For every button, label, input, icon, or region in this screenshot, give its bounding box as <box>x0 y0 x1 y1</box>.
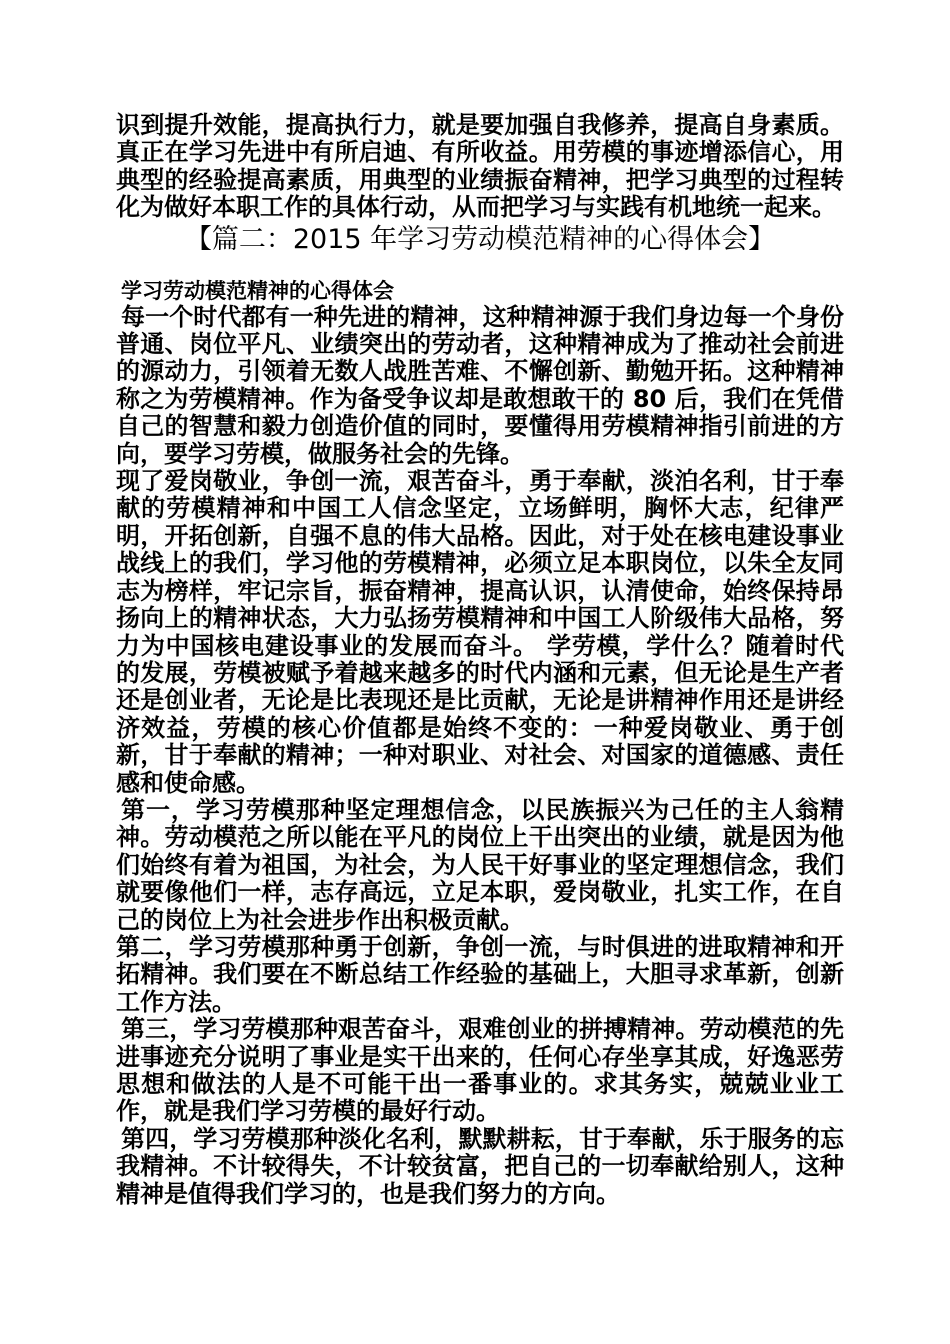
paragraph-2: 现了爱岗敬业，争创一流，艰苦奋斗，勇于奉献，淡泊名利，甘于奉献的劳模精神和中国工人信念坚定，立场鲜明，胸怀大志，纪律严明，开拓创新，自强不息的伟大品格。因此，对于处在核电建设事业战线上的我们，学习他的劳模精神，必须立足本职岗位，以朱全友同志为榜样，牢记宗旨，振奋精神，提高认识，认清使命，始终保持昂扬向上的精神状态，大力弘扬劳模精神和中国工人阶级伟大品格，努力为中国核电建设事业的发展而奋斗。 学劳模，学什么？随着时代的发展，劳模被赋予着越来越多的时代内涵和元素，但无论是生产者还是创业者，无论是比表现还是比贡献，无论是讲精神作用还是讲经济效益，劳模的核心价值都是始终不变的：一种爱岗敬业、勇于创新，甘于奉献的精神；一种对职业、对社会、对国家的道德感、责任感和使命感。 <box>116 467 844 797</box>
paragraph-4: 第二，学习劳模那种勇于创新，争创一流，与时俱进的进取精神和开拓精神。我们要在不断总结工作经验的基础上，大胆寻求革新，创新工作方法。 <box>116 932 844 1016</box>
section-heading: 【篇二：2015 年学习劳动模范精神的心得体会】 <box>184 223 776 255</box>
paragraph-5: 第三，学习劳模那种艰苦奋斗，艰难创业的拼搏精神。劳动模范的先进事迹充分说明了事业是实干出来的，任何心存坐享其成，好逸恶劳思想和做法的人是不可能干出一番事业的。求其务实，兢兢业业工作，就是我们学习劳模的最好行动。 <box>116 1015 844 1126</box>
document-page <box>116 112 844 1208</box>
paragraph-1: 每一个时代都有一种先进的精神，这种精神源于我们身边每一个身份普通、岗位平凡、业绩突出的劳动者，这种精神成为了推动社会前进的源动力，引领着无数人战胜苦难、不懈创新、勤勉开拓。这种精神称之为劳模精神。作为备受争议却是敢想敢干的 80 后，我们在凭借自己的智慧和毅力创造价值的同时，要懂得用劳模精神指引前进的方向，要学习劳模，做服务社会的先锋。 <box>116 302 844 468</box>
paragraph-6: 第四，学习劳模那种淡化名利，默默耕耘，甘于奉献，乐于服务的忘我精神。不计较得失，不计较贫富，把自己的一切奉献给别人，这种精神是值得我们学习的，也是我们努力的方向。 <box>116 1124 844 1208</box>
intro-paragraph: 识到提升效能，提高执行力，就是要加强自我修养，提高自身素质。真正在学习先进中有所启迪、有所收益。用劳模的事迹增添信心，用典型的经验提高素质，用典型的业绩振奋精神，把学习典型的过程转化为做好本职工作的具体行动，从而把学习与实践有机地统一起来。 <box>116 111 844 222</box>
essay-subtitle: 学习劳动模范精神的心得体会 <box>121 278 394 303</box>
paragraph-3: 第一，学习劳模那种坚定理想信念，以民族振兴为己任的主人翁精神。劳动模范之所以能在平凡的岗位上干出突出的业绩，就是因为他们始终有着为祖国，为社会，为人民干好事业的坚定理想信念，我们就要像他们一样，志存高远，立足本职，爱岗敬业，扎实工作，在自己的岗位上为社会进步作出积极贡献。 <box>116 795 844 934</box>
